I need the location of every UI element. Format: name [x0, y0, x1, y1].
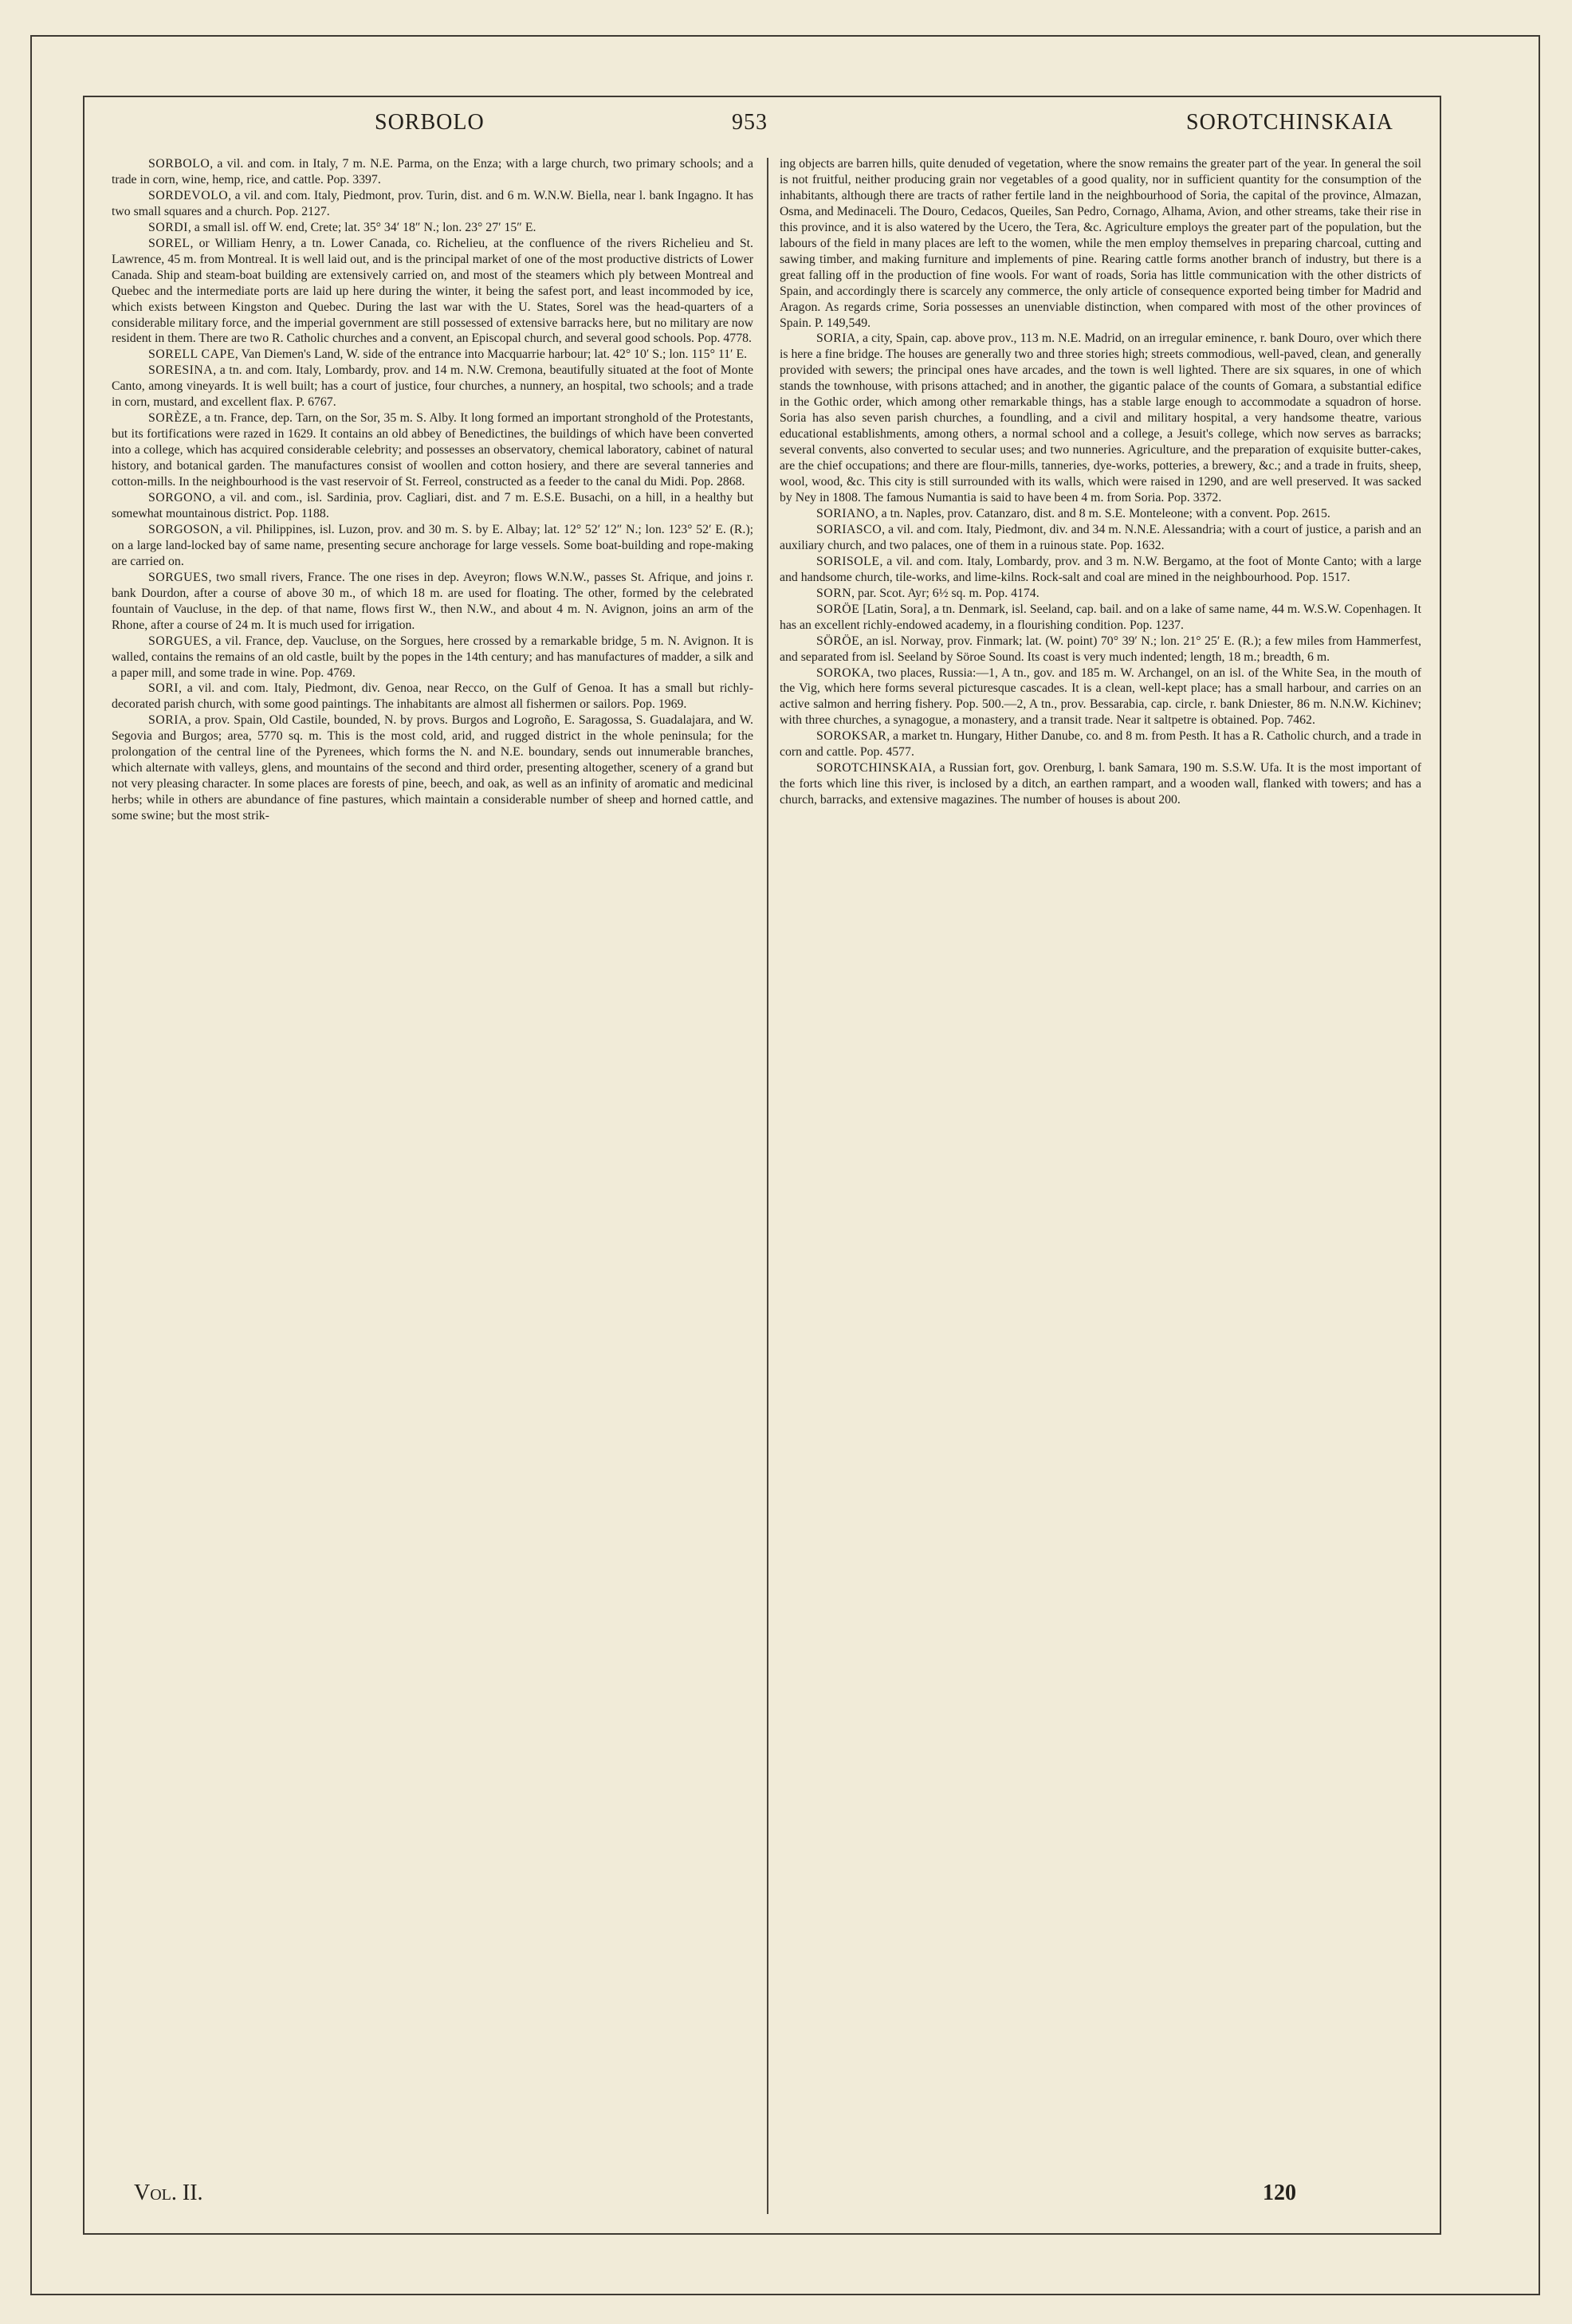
entry: [780, 665, 1421, 729]
entry: [112, 188, 753, 220]
entry: [112, 220, 753, 236]
entry-headword: SOROTCHINSKAIA: [816, 761, 933, 775]
entry-headword: SORÈZE: [148, 411, 198, 426]
entry-text: , a vil. and com. Italy, Lombardy, prov. and 3 m. N.W. Bergamo, at the foot of Monte Canto; with a large and handsome church, tile-works, and lime-kilns. Rock-salt and coal are mined in the neighbourhood. Pop. 1517.: [780, 554, 1421, 584]
entry: [112, 410, 753, 490]
entry-text: , a tn. and com. Italy, Lombardy, prov. and 14 m. N.W. Cremona, beautifully situated at the foot of Monte Canto, among vineyards. It is well built; has a court of justice, four churches, a nunnery, an hospital, two schools; and a trade in corn, mustard, and excellent flax. P. 6767.: [112, 363, 753, 410]
entry: [780, 554, 1421, 586]
header-left-catchword: SORBOLO: [375, 110, 485, 135]
entry-headword: SORGONO: [148, 491, 212, 505]
entry: [112, 681, 753, 713]
entry-headword: SORBOLO: [148, 157, 210, 171]
entry-text: [Latin, Sora], a tn. Denmark, isl. Seeland, cap. bail. and on a lake of same name, 44 m. W.S.W. Copenhagen. It has an excellent richly-endowed academy, in a flourishing condition. Pop. 1237.: [780, 602, 1421, 632]
entry-headword: SORIA: [148, 713, 188, 728]
entry-text: , a vil. and com. in Italy, 7 m. N.E. Parma, on the Enza; with a large church, two primary schools; and a trade in corn, wine, hemp, rice, and cattle. Pop. 3397.: [112, 157, 753, 186]
entry: [112, 570, 753, 634]
entry-text: , a vil. and com. Italy, Piedmont, div. Genoa, near Recco, on the Gulf of Genoa. It has a small but richly-decorated parish church, with some good paintings. The inhabitants are almost all fishermen or sailors. Pop. 1969.: [112, 681, 753, 712]
entry-text: , a vil. Philippines, isl. Luzon, prov. and 30 m. S. by E. Albay; lat. 12° 52′ 12″ N.; lon. 123° 52′ E. (R.); on a large land-locked bay of same name, presenting secure anchorage for large vessels. Some boat-building and rope-making are carried on.: [112, 522, 753, 568]
entry-headword: SORISOLE: [816, 554, 880, 568]
entry-text: , Van Diemen's Land, W. side of the entrance into Macquarrie harbour; lat. 42° 10′ S.; lon. 115° 11′ E.: [234, 347, 748, 362]
column-divider: [767, 158, 768, 2214]
entry: [112, 156, 753, 188]
left-column: [112, 156, 753, 2228]
entry-headword: SORGUES: [148, 570, 209, 584]
entry: [112, 490, 753, 522]
entry-text: , a vil. and com. Italy, Piedmont, div. and 34 m. N.N.E. Alessandria; with a court of justice, a parish and an auxiliary church, and two palaces, one of them in a ruinous state. Pop. 1632.: [780, 522, 1421, 552]
entry-text: , par. Scot. Ayr; 6½ sq. m. Pop. 4174.: [851, 586, 1039, 600]
entry-headword: SOREL: [148, 236, 191, 250]
entry-headword: SORIANO: [816, 506, 875, 520]
volume-label: Vol. II.: [134, 2181, 203, 2205]
entry-headword: SORIASCO: [816, 522, 882, 536]
entry-headword: SORDEVOLO: [148, 188, 229, 202]
entry-headword: SORÖE: [816, 602, 860, 616]
entry: [780, 586, 1421, 602]
running-header: [112, 110, 1419, 147]
entry-text: , a tn. France, dep. Tarn, on the Sor, 35 m. S. Alby. It long formed an important stronghold of the Protestants, but its fortifications were razed in 1629. It contains an old abbey of Benedictines, the buildings of which have been converted into a college, which has acquired considerable celebrity; and possesses an observatory, chemical laboratory, cabinet of natural history, and botanical garden. The manufactures consist of woollen and cotton hosiery, and there are several tanneries and cotton-mills. In the neighbourhood is the vast reservoir of St. Ferreol, constructed as a feeder to the canal du Midi. Pop. 2868.: [112, 411, 753, 489]
entry-headword: SORIA: [816, 332, 856, 346]
entry-headword: SORGOSON: [148, 522, 220, 536]
entry: [112, 347, 753, 363]
entry-text: , a Russian fort, gov. Orenburg, l. bank Samara, 190 m. S.S.W. Ufa. It is the most important of the forts which line this river, is inclosed by a ditch, an earthen rampart, and a wooden wall, flanked with towers; and has a church, barracks, and extensive magazines. The number of houses is about 200.: [780, 761, 1421, 807]
entry-headword: SOROKSAR: [816, 729, 887, 744]
entry-text: , a vil. France, dep. Vaucluse, on the Sorgues, here crossed by a remarkable bridge, 5 m. N. Avignon. It is walled, contains the remains of an old castle, built by the popes in the 14th century; and has manufactures of madder, a silk and a paper mill, and some trade in wine. Pop. 4769.: [112, 634, 753, 680]
entry: [112, 634, 753, 681]
signature-mark: 120: [1263, 2181, 1296, 2205]
entry: [112, 522, 753, 570]
entry-text: , a vil. and com. Italy, Piedmont, prov. Turin, dist. and 6 m. W.N.W. Biella, near l. bank Ingagno. It has two small squares and a church. Pop. 2127.: [112, 188, 753, 218]
entry: [112, 363, 753, 410]
entry-text: , a market tn. Hungary, Hither Danube, co. and 8 m. from Pesth. It has a R. Catholic church, and a trade in corn and cattle. Pop. 4577.: [780, 729, 1421, 760]
entry: [780, 331, 1421, 505]
entry: [112, 236, 753, 347]
page-number: 953: [732, 110, 768, 135]
entry-continuation: ing objects are barren hills, quite denuded of vegetation, where the snow remains the greater part of the year. In general the soil is not fruitful, neither producing grain nor vegetables of a good quality, nor in sufficient quantity for the consumption of the inhabitants, although there are tracts of rather fertile land in the neighbourhood of Soria, the capital of the province, Almazan, Osma, and Medinaceli. The Douro, Cedacos, Queiles, San Pedro, Cornago, Alhama, Avion, and other streams, take their rise in this province, and it is also watered by the Ucero, the Tera, &c. Agriculture employs the greater part of the population, but the labours of the field in many places are left to the women, while the men employ themselves in preparing charcoal, cutting and sawing timber, and making furniture and implements of pine. Rearing cattle forms another branch of industry, but there is a great falling off in the production of fine wools. For want of roads, Soria has little communication with the other districts of Spain, and accordingly there is scarcely any commerce, the only article of consequence exported being timber for Madrid and Aragon. As regards crime, Soria possesses an unenviable distinction, when compared with most of the other provinces of Spain. P. 149,549.: [780, 157, 1421, 330]
entry: [780, 506, 1421, 522]
entry-headword: SORGUES: [148, 634, 209, 648]
entry-text: , two places, Russia:—1, A tn., gov. and 185 m. W. Archangel, on an isl. of the White Sea, in the mouth of the Vig, which here forms several picturesque cascades. It is a clean, well-kept place; has a small harbour, and carries on an active salmon and herring fishery. Pop. 500.—2, A tn., prov. Bessarabia, cap. circle, r. bank Dniester, 86 m. N.N.W. Kichinev; with three churches, a synagogue, a monastery, and a transit trade. Near it saltpetre is obtained. Pop. 7462.: [780, 665, 1421, 728]
entry-headword: SÖRÖE: [816, 634, 860, 648]
entry: [780, 602, 1421, 634]
entry-headword: SORN: [816, 586, 852, 600]
entry: [112, 713, 753, 824]
entry-text: , an isl. Norway, prov. Finmark; lat. (W. point) 70° 39′ N.; lon. 21° 25′ E. (R.); a few miles from Hammerfest, and separated from isl. Seeland by Söroe Sound. Its coast is very much indented; length, 18 m.; breadth, 6 m.: [780, 634, 1421, 664]
entry: [780, 760, 1421, 808]
entry-headword: SORELL CAPE: [148, 347, 235, 362]
entry-text: , a tn. Naples, prov. Catanzaro, dist. and 8 m. S.E. Monteleone; with a convent. Pop. 2615.: [874, 506, 1330, 520]
entry-headword: SORESINA: [148, 363, 214, 378]
entry: [780, 728, 1421, 760]
entry-headword: SORI: [148, 681, 179, 696]
entry-headword: SOROKA: [816, 665, 870, 680]
header-right-catchword: SOROTCHINSKAIA: [1186, 110, 1393, 135]
entry: [780, 634, 1421, 665]
entry-text: , a small isl. off W. end, Crete; lat. 35° 34′ 18″ N.; lon. 23° 27′ 15″ E.: [187, 220, 536, 234]
entry-text: , two small rivers, France. The one rises in dep. Aveyron; flows W.N.W., passes St. Afrique, and joins r. bank Dourdon, after a course of above 30 m., of which 18 m. are used for floating. The other, formed by the celebrated fountain of Vaucluse, in the dep. of that name, flows first W., then N.W., and about 4 m. N. Avignon, joins an arm of the Rhone, after a course of 24 m. It is much used for irrigation.: [112, 570, 753, 632]
right-column: [780, 156, 1421, 2228]
entry-text: , a vil. and com., isl. Sardinia, prov. Cagliari, dist. and 7 m. E.S.E. Busachi, on a hill, in a healthy but somewhat mountainous district. Pop. 1188.: [112, 491, 753, 520]
entry-text: , a city, Spain, cap. above prov., 113 m. N.E. Madrid, on an irregular eminence, r. bank Douro, over which there is here a fine bridge. The houses are generally two and three stories high; streets commodious, well-paved, clean, and generally provided with sewers; the principal ones have arcades, and the town is well lighted. There are six squares, in one of which stands the townhouse, with prisons attached; and in another, the gigantic palace of the counts of Gomara, a substantial edifice in the Gothic order, which among other remarkable things, has a stable large enough to accommodate a squadron of horse. Soria has also seven parish churches, a foundling, and a civil and military hospital, a very handsome theatre, various educational establishments, among others, a normal school and a college, a Jesuit's college, which now serves as barracks; several convents, also converted to secular uses; and two nunneries. Agriculture, and the preparation of exquisite butter-cakes, are the chief occupations; and there are flour-mills, tanneries, dye-works, potteries, a brewery, &c.; and a trade in fruits, sheep, wool, wood, &c. This city is still surrounded with its walls, which were raised in 1290, and are well preserved. It was sacked by Ney in 1808. The famous Numantia is said to have been 4 m. from Soria. Pop. 3372.: [780, 332, 1421, 505]
entry-headword: SORDI: [148, 220, 188, 234]
entry-text: , a prov. Spain, Old Castile, bounded, N. by provs. Burgos and Logroño, E. Saragossa, S. Guadalajara, and W. Segovia and Burgos; area, 5770 sq. m. This is the most cold, arid, and rugged district in the whole peninsula; for the prolongation of the central line of the Pyrenees, which forms the N. and N.E. boundary, sends out innumerable branches, which alternate with valleys, glens, and mountains of the second and third order, presenting altogether, scenery of a grand but not very pleasing character. In some places are forests of pine, beech, and oak, as well as an infinity of aromatic and medicinal herbs; while in others are abundance of fine pastures, which maintain a considerable number of sheep and horned cattle, and some swine; but the most strik-: [112, 713, 753, 823]
entry-text: , or William Henry, a tn. Lower Canada, co. Richelieu, at the confluence of the rivers Richelieu and St. Lawrence, 45 m. from Montreal. It is well laid out, and is the principal market of one of the most productive districts of Lower Canada. Ship and steam-boat building are extensively carried on, and most of the steamers which ply between Montreal and Quebec and the intermediate ports are laid up here during the winter, it being the safest port, and least incommoded by ice, which exists between Kingston and Quebec. During the last war with the U. States, Sorel was the head-quarters of a considerable military force, and the imperial government are still possessed of extensive barracks here, but no military are now resident in them. There are two R. Catholic churches and a convent, an Episcopal church, and several good schools. Pop. 4778.: [112, 236, 753, 346]
entry: [780, 522, 1421, 554]
